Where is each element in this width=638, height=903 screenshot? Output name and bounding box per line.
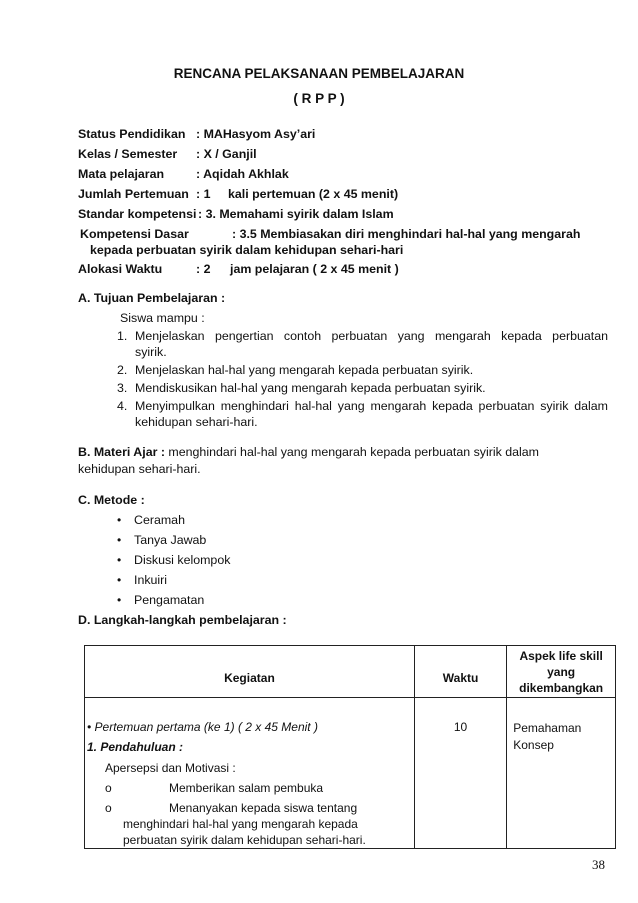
status-value: : MAHasyom Asy’ari — [196, 127, 316, 141]
page-number: 38 — [592, 857, 605, 872]
header-kegiatan: Kegiatan — [85, 646, 415, 698]
bullet-icon: • — [117, 513, 122, 527]
jumlah-value: : 1 — [196, 187, 211, 201]
kelas-value: : X / Ganjil — [196, 147, 257, 161]
metode-item: Tanya Jawab — [134, 533, 207, 547]
tujuan-text: Menyimpulkan menghindari hal-hal yang mengarah kepada perbuatan syirik dalam — [135, 399, 608, 413]
kd-value: : 3.5 Membiasakan diri menghindari hal-hal yang mengarah — [232, 227, 581, 241]
section-b-heading: B. Materi Ajar : — [78, 445, 165, 459]
sub-item-cont: perbuatan syirik dalam kehidupan sehari-hari. — [123, 833, 366, 847]
apersepsi-label: Apersepsi dan Motivasi : — [105, 761, 236, 775]
tujuan-text: Menjelaskan hal-hal yang mengarah kepada perbuatan syirik. — [135, 363, 474, 377]
bullet-icon: • — [87, 720, 92, 734]
jumlah-label: Jumlah Pertemuan — [78, 187, 189, 201]
sub-item: Memberikan salam pembuka — [169, 781, 324, 795]
tujuan-text: Menjelaskan pengertian contoh perbuatan yang mengarah kepada perbuatan — [135, 329, 608, 343]
tujuan-text-cont: kehidupan sehari-hari. — [135, 415, 258, 429]
bullet-icon: • — [117, 573, 122, 587]
alokasi-value: : 2 — [196, 262, 211, 276]
document-subtitle: ( R P P ) — [293, 91, 345, 106]
cell-aspek: Pemahaman Konsep — [507, 698, 616, 849]
langkah-table — [84, 645, 616, 849]
tujuan-num: 4. — [117, 399, 128, 413]
metode-item: Inkuiri — [134, 573, 168, 587]
cell-kegiatan — [85, 698, 415, 849]
table-header-row — [85, 646, 616, 698]
table-row — [85, 698, 616, 849]
circle-bullet-icon: o — [105, 781, 112, 795]
mapel-value: : Aqidah Akhlak — [196, 167, 289, 181]
section-a-intro: Siswa mampu : — [120, 311, 205, 325]
tujuan-num: 3. — [117, 381, 128, 395]
section-b-text: menghindari hal-hal yang mengarah kepada perbuatan syirik dalam — [164, 445, 539, 459]
bullet-icon: • — [117, 553, 122, 567]
kd-label: Kompetensi Dasar — [80, 227, 189, 241]
kelas-label: Kelas / Semester — [78, 147, 178, 161]
metode-item: Diskusi kelompok — [134, 553, 231, 567]
cell-waktu: 10 — [414, 698, 506, 849]
pendahuluan-label: 1. Pendahuluan : — [87, 740, 184, 754]
sub-item-cont: menghindari hal-hal yang mengarah kepada — [123, 817, 358, 831]
standar-label: Standar kompetensi — [78, 207, 197, 221]
tujuan-text-cont: syirik. — [135, 345, 167, 359]
document-title: RENCANA PELAKSANAAN PEMBELAJARAN — [173, 66, 465, 81]
metode-item: Pengamatan — [134, 593, 205, 607]
tujuan-num: 1. — [117, 329, 128, 343]
bullet-icon: • — [117, 533, 122, 547]
section-d-heading: D. Langkah-langkah pembelajaran : — [78, 613, 287, 627]
kd-value-cont: kepada perbuatan syirik dalam kehidupan sehari-hari — [90, 243, 404, 257]
sub-item: Menanyakan kepada siswa tentang — [169, 801, 358, 815]
section-b-text-cont: kehidupan sehari-hari. — [78, 462, 201, 476]
header-waktu: Waktu — [414, 646, 506, 698]
tujuan-text: Mendiskusikan hal-hal yang mengarah kepada perbuatan syirik. — [135, 381, 486, 395]
bullet-icon: • — [117, 593, 122, 607]
pertemuan-label: Pertemuan pertama (ke 1) ( 2 x 45 Menit ) — [94, 720, 318, 734]
circle-bullet-icon: o — [105, 801, 112, 815]
metode-item: Ceramah — [134, 513, 185, 527]
tujuan-num: 2. — [117, 363, 128, 377]
standar-value: : 3. Memahami syirik dalam Islam — [198, 207, 394, 221]
section-c-heading: C. Metode : — [78, 493, 145, 507]
mapel-label: Mata pelajaran — [78, 167, 165, 181]
header-aspek: Aspek life skill yang dikembangkan — [507, 646, 616, 698]
alokasi-label: Alokasi Waktu — [78, 262, 163, 276]
alokasi-detail: jam pelajaran ( 2 x 45 menit ) — [230, 262, 399, 276]
section-a-heading: A. Tujuan Pembelajaran : — [78, 291, 226, 305]
status-label: Status Pendidikan — [78, 127, 186, 141]
jumlah-detail: kali pertemuan (2 x 45 menit) — [228, 187, 399, 201]
